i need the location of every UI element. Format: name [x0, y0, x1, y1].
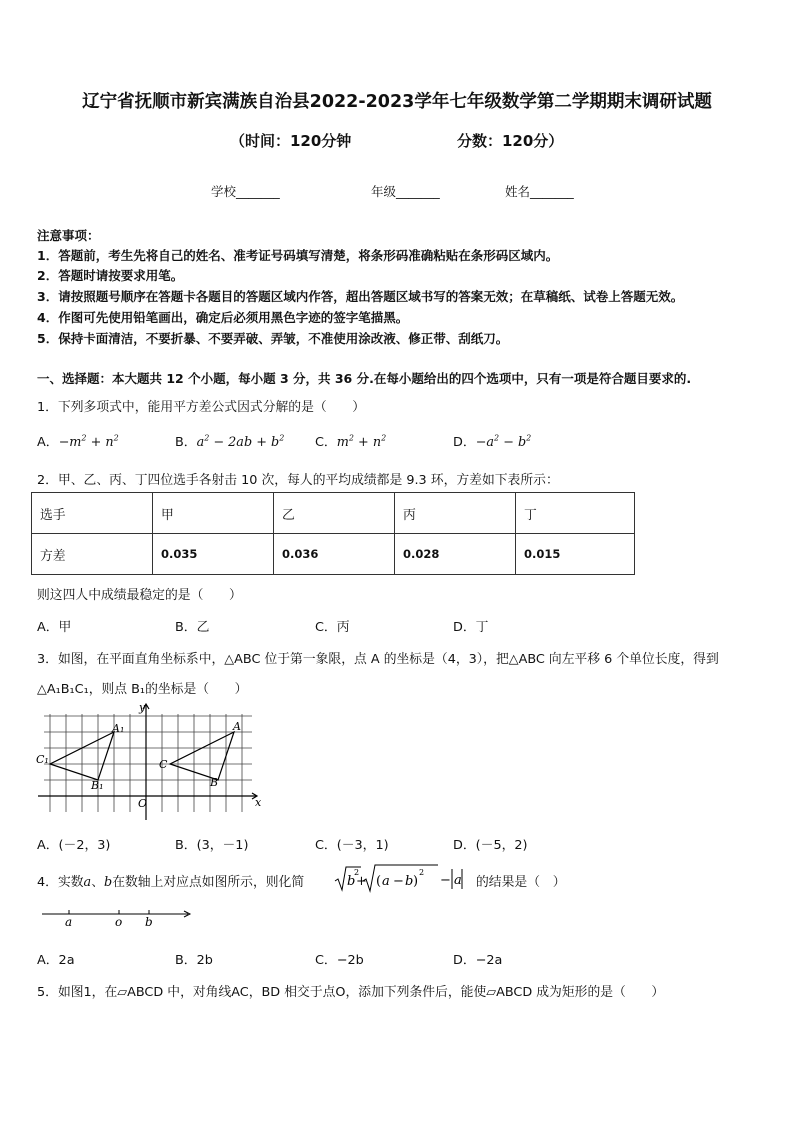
svg-text:+: +	[356, 874, 367, 889]
svg-text:b: b	[405, 874, 414, 889]
svg-text:(: (	[376, 874, 382, 889]
point-label-a: A	[233, 720, 241, 733]
q1-option-a: A．$-m^2 + n^2$	[37, 433, 119, 450]
note-item: 5．保持卡面清洁，不要折暴、不要弄破、弄皱，不准使用涂改液、修正带、刮纸刀。	[37, 331, 509, 346]
point-label-c: C	[159, 758, 168, 771]
note-item: 4．作图可先使用铅笔画出，确定后必须用黑色字迹的签字笔描黑。	[37, 310, 409, 325]
table-row-label: 方差	[32, 534, 153, 575]
axis-point-o: o	[115, 915, 123, 929]
q2-option-b: B．乙	[175, 620, 210, 635]
table-cell: 0.035	[153, 534, 274, 575]
question-5-stem: 5．如图1，在▱ABCD 中，对角线AC，BD 相交于点O，添加下列条件后，能使▱ABCD 成为矩形的是（ ）	[37, 985, 665, 1000]
q1-option-b: B．$a^2 - 2ab + b^2$	[175, 433, 285, 450]
variance-table	[31, 492, 635, 575]
table-header-cell: 丙	[395, 493, 516, 534]
question-4-stem-end: 的结果是（ ）	[476, 875, 566, 890]
note-item: 3．请按照题号顺序在答题卡各题目的答题区域内作答，超出答题区域书写的答案无效；在草稿纸、试卷上答题无效。	[37, 289, 684, 304]
q4-option-c: C．−2b	[315, 953, 364, 968]
question-2-ask: 则这四人中成绩最稳定的是（ ）	[37, 588, 242, 603]
q1-option-d: D．$-a^2 - b^2$	[453, 433, 532, 450]
q2-option-d: D．丁	[453, 620, 489, 635]
svg-text:−: −	[440, 873, 451, 888]
page-title: 辽宁省抚顺市新宾满族自治县2022-2023学年七年级数学第二学期期末调研试题	[82, 92, 712, 112]
grade-field: 年级_______	[371, 184, 440, 199]
table-header-cell: 选手	[32, 493, 153, 534]
number-line-figure	[38, 900, 198, 930]
question-2-stem: 2．甲、乙、丙、丁四位选手各射击 10 次，每人的平均成绩都是 9.3 环，方差如下表所示：	[37, 473, 559, 488]
table-header-cell: 丁	[516, 493, 635, 534]
q3-option-c: C．(－3，1)	[315, 838, 389, 853]
q4-option-b: B．2b	[175, 953, 213, 968]
table-cell: 0.036	[274, 534, 395, 575]
radical-expression	[334, 862, 474, 894]
note-item: 2．答题时请按要求用笔。	[37, 268, 184, 283]
table-row	[32, 493, 635, 534]
q1-option-c: C．$m^2 + n^2$	[315, 433, 387, 450]
q2-option-a: A．甲	[37, 620, 72, 635]
svg-text:−: −	[393, 874, 404, 889]
point-label-b: B	[210, 776, 219, 789]
svg-text:b: b	[347, 874, 356, 889]
point-label-a1: A₁	[112, 722, 125, 735]
svg-text:2: 2	[354, 868, 360, 877]
exam-score: 分数：120分）	[457, 132, 564, 150]
note-item: 1．答题前，考生先将自己的姓名、准考证号码填写清楚，将条形码准确粘贴在条形码区域内。	[37, 248, 559, 263]
question-3-stem: 3．如图，在平面直角坐标系中，△ABC 位于第一象限，点 A 的坐标是（4，3），把△ABC 向左平移 6 个单位长度，得到	[37, 652, 719, 667]
point-label-b1: B₁	[91, 779, 104, 792]
q3-option-a: A．(－2，3)	[37, 838, 111, 853]
table-cell: 0.028	[395, 534, 516, 575]
section-heading: 一、选择题：本大题共 12 个小题，每小题 3 分，共 36 分.在每小题给出的四个选项中，只有一项是符合题目要求的.	[37, 371, 692, 386]
q3-option-d: D．(－5，2)	[453, 838, 528, 853]
axis-label-x: x	[255, 796, 262, 809]
q4-option-d: D．−2a	[453, 953, 503, 968]
axis-point-b: b	[145, 915, 153, 929]
table-row	[32, 534, 635, 575]
origin-label: O	[138, 797, 148, 810]
table-header-cell: 甲	[153, 493, 274, 534]
question-3-stem-2: △A₁B₁C₁，则点 B₁的坐标是（ ）	[37, 682, 248, 697]
table-header-cell: 乙	[274, 493, 395, 534]
question-4-stem: 4．实数a、b在数轴上对应点如图所示，则化简	[37, 875, 305, 890]
question-1-stem: 1．下列多项式中，能用平方差公式因式分解的是（ ）	[37, 400, 366, 415]
notes-heading: 注意事项：	[37, 228, 100, 243]
svg-text:2: 2	[419, 868, 425, 877]
table-cell: 0.015	[516, 534, 635, 575]
q3-option-b: B．(3，－1)	[175, 838, 249, 853]
exam-time: （时间：120分钟	[230, 132, 352, 150]
svg-text:a: a	[454, 873, 462, 888]
axis-label-y: y	[139, 701, 146, 714]
svg-text:a: a	[382, 874, 390, 889]
point-label-c1: C₁	[36, 753, 49, 766]
axis-point-a: a	[65, 915, 73, 929]
q2-option-c: C．丙	[315, 620, 350, 635]
coordinate-grid-figure	[34, 700, 264, 822]
q4-option-a: A．2a	[37, 953, 75, 968]
svg-text:): )	[413, 874, 419, 889]
school-field: 学校_______	[211, 184, 280, 199]
name-field: 姓名_______	[505, 184, 574, 199]
